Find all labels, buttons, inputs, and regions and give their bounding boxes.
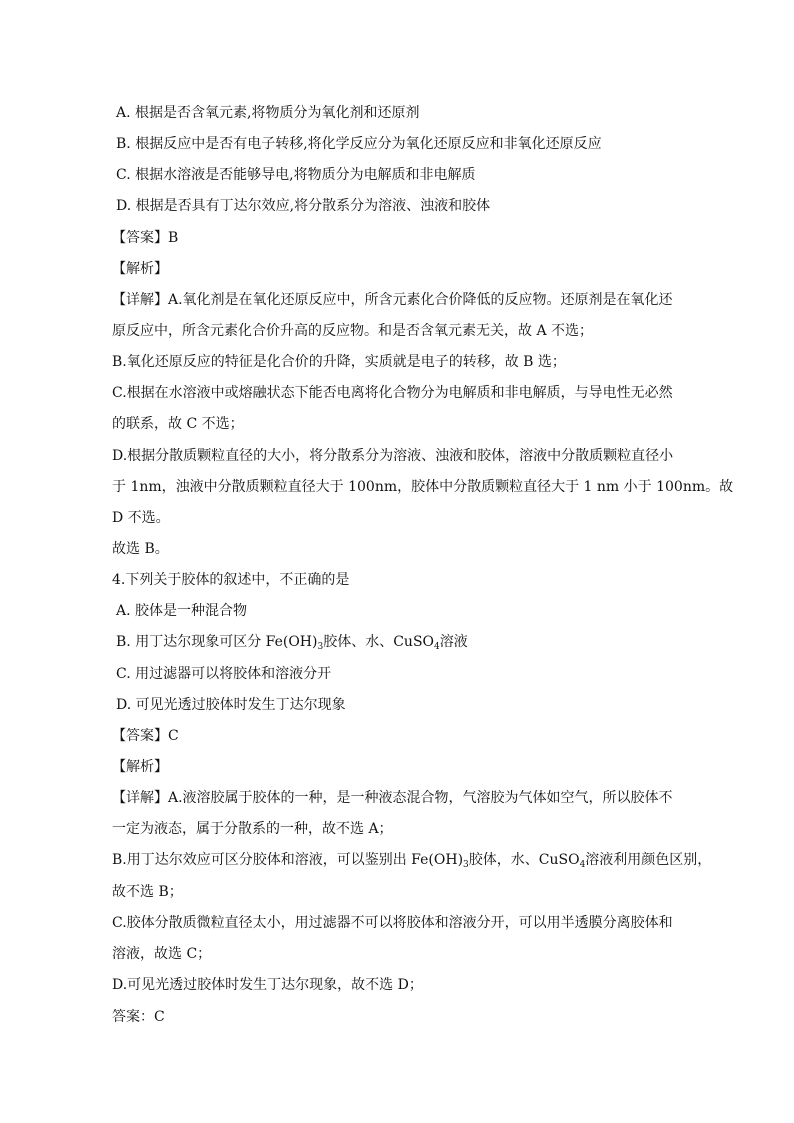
subscript: 4 <box>579 860 586 870</box>
q4-option-a: A. 胶体是一种混合物 <box>116 603 248 619</box>
q4-option-b-text: B. 用丁达尔现象可区分 Fe(OH) <box>116 634 318 650</box>
q3-option-d: D. 根据是否具有丁达尔效应,将分散系分为溶液、浊液和胶体 <box>116 198 491 214</box>
q4-question: 4.下列关于胶体的叙述中，不正确的是 <box>112 572 350 588</box>
q4-detail-b-text: 溶液利用颜色区别， <box>585 852 712 868</box>
q3-detail-d-line1: D.根据分散质颗粒直径的大小，将分散系分为溶液、浊液和胶体，溶液中分散质颗粒直径小 <box>112 448 674 464</box>
q4-detail-b-text: 胶体，水、CuSO <box>468 852 580 868</box>
q4-detail-b-line1 <box>112 851 711 869</box>
q3-option-c: C. 根据水溶液是否能够导电,将物质分为电解质和非电解质 <box>116 167 476 183</box>
q3-option-b: B. 根据反应中是否有电子转移,将化学反应分为氧化还原反应和非氧化还原反应 <box>116 136 602 152</box>
q3-answer: 【答案】B <box>112 230 179 246</box>
q3-detail-b-line1: B.氧化还原反应的特征是化合价的升降，实质就是电子的转移，故 B 选； <box>112 354 566 370</box>
q3-analysis-heading: 【解析】 <box>112 261 168 277</box>
q3-detail-c-line1: C.根据在水溶液中或熔融状态下能否电离将化合物分为电解质和非电解质，与导电性无必然 <box>112 385 673 401</box>
subscript: 3 <box>463 860 469 870</box>
q4-detail-b-line2: 故不选 B； <box>112 884 183 900</box>
q4-detail-c-line1: C.胶体分散质微粒直径太小，用过滤器不可以将胶体和溶液分开，可以用半透膜分离胶体和 <box>112 915 673 931</box>
q3-option-a: A. 根据是否含氧元素,将物质分为氧化剂和还原剂 <box>116 105 420 121</box>
q3-detail-c-line2: 的联系，故 C 不选； <box>112 416 244 432</box>
q4-analysis-heading: 【解析】 <box>112 759 168 775</box>
subscript: 3 <box>317 642 324 652</box>
q4-detail-b-text: B.用丁达尔效应可区分胶体和溶液，可以鉴别出 Fe(OH) <box>112 852 464 868</box>
q3-detail-a-line2: 原反应中，所含元素化合价升高的反应物。和是否含氧元素无关，故 A 不选； <box>112 323 594 339</box>
q4-option-c: C. 用过滤器可以将胶体和溶液分开 <box>116 666 332 682</box>
q3-conclusion: 故选 B。 <box>112 541 169 557</box>
subscript: 4 <box>434 642 440 652</box>
q4-detail-c-line2: 溶液，故选 C； <box>112 946 212 962</box>
q4-option-b-text: 胶体、水、CuSO <box>323 634 435 650</box>
q4-answer: 【答案】C <box>112 728 179 744</box>
q3-detail-d-line2: 于 1nm，浊液中分散质颗粒直径大于 100nm，胶体中分散质颗粒直径大于 1 nm 小于 100nm。故 <box>112 479 734 495</box>
q4-option-d: D. 可见光透过胶体时发生丁达尔现象 <box>116 697 346 713</box>
q4-detail-a-line1: 【详解】A.液溶胶属于胶体的一种，是一种液态混合物，气溶胶为气体如空气，所以胶体不 <box>112 790 673 806</box>
q4-detail-d-line1: D.可见光透过胶体时发生丁达尔现象，故不选 D； <box>112 977 423 993</box>
q4-final-answer: 答案：C <box>112 1009 165 1025</box>
q4-option-b <box>116 633 468 651</box>
q3-detail-a-line1: 【详解】A.氧化剂是在氧化还原反应中，所含元素化合价降低的反应物。还原剂是在氧化还 <box>112 292 673 308</box>
q3-detail-d-line3: D 不选。 <box>112 510 170 526</box>
q4-detail-a-line2: 一定为液态，属于分散系的一种，故不选 A； <box>112 821 393 837</box>
q4-option-b-text: 溶液 <box>439 634 468 650</box>
